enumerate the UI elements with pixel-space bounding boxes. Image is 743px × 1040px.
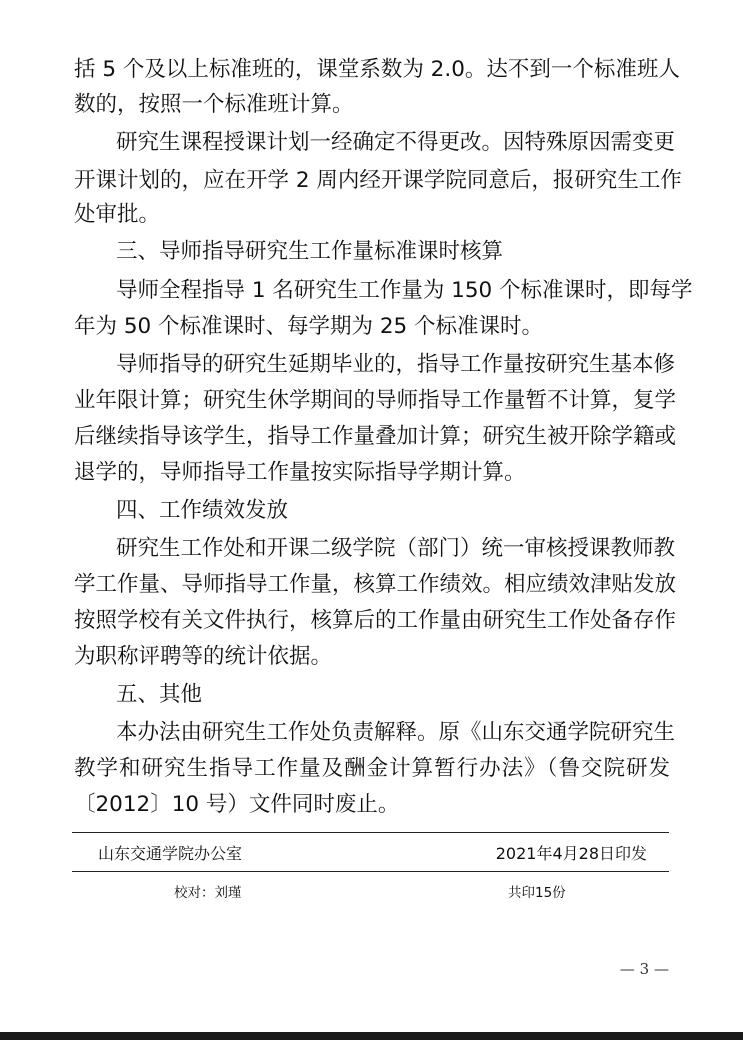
issue-date-label: 2021年4月28日印发 <box>495 844 647 863</box>
body-line: 年为 50 个标准课时、每学期为 25 个标准课时。 <box>74 314 544 339</box>
section-heading: 五、其他 <box>116 682 203 707</box>
body-line: 学工作量、导师指导工作量，核算工作绩效。相应绩效津贴发放 <box>74 572 677 597</box>
body-line: 处审批。 <box>74 202 161 227</box>
footer-bottom-rule <box>72 871 669 872</box>
section-heading: 四、工作绩效发放 <box>116 498 289 523</box>
proofreader-label: 校对：刘瑾 <box>174 885 242 901</box>
body-line: 业年限计算；研究生休学期间的导师指导工作量暂不计算，复学 <box>74 388 677 413</box>
bottom-edge-bar <box>0 1032 743 1040</box>
body-line: 教学和研究生指导工作量及酬金计算暂行办法》（鲁交院研发 <box>74 756 670 781</box>
body-line: 研究生课程授课计划一经确定不得更改。因特殊原因需变更 <box>116 130 676 155</box>
issuer-label: 山东交通学院办公室 <box>98 844 243 863</box>
body-line: 〔2012〕10 号）文件同时废止。 <box>74 792 400 817</box>
body-line: 研究生工作处和开课二级学院（部门）统一审核授课教师教 <box>116 536 676 561</box>
body-line: 开课计划的，应在开学 2 周内经开课学院同意后，报研究生工作 <box>74 168 682 193</box>
page-number: — 3 — <box>619 960 669 978</box>
copies-label: 共印15份 <box>508 885 566 901</box>
body-line: 为职称评聘等的统计依据。 <box>74 644 333 669</box>
body-line: 后继续指导该学生，指导工作量叠加计算；研究生被开除学籍或 <box>74 424 677 449</box>
section-heading: 三、导师指导研究生工作量标准课时核算 <box>116 239 504 264</box>
body-line: 导师全程指导 1 名研究生工作量为 150 个标准课时，即每学 <box>116 278 693 303</box>
body-line: 本办法由研究生工作处负责解释。原《山东交通学院研究生 <box>116 720 676 745</box>
body-line: 括 5 个及以上标准班的，课堂系数为 2.0。达不到一个标准班人 <box>74 57 680 82</box>
body-line: 导师指导的研究生延期毕业的，指导工作量按研究生基本修 <box>116 352 676 377</box>
body-line: 退学的，导师指导工作量按实际指导学期计算。 <box>74 460 526 485</box>
body-line: 按照学校有关文件执行，核算后的工作量由研究生工作处备存作 <box>74 608 677 633</box>
body-line: 数的，按照一个标准班计算。 <box>74 92 354 117</box>
footer-top-rule <box>72 832 669 833</box>
